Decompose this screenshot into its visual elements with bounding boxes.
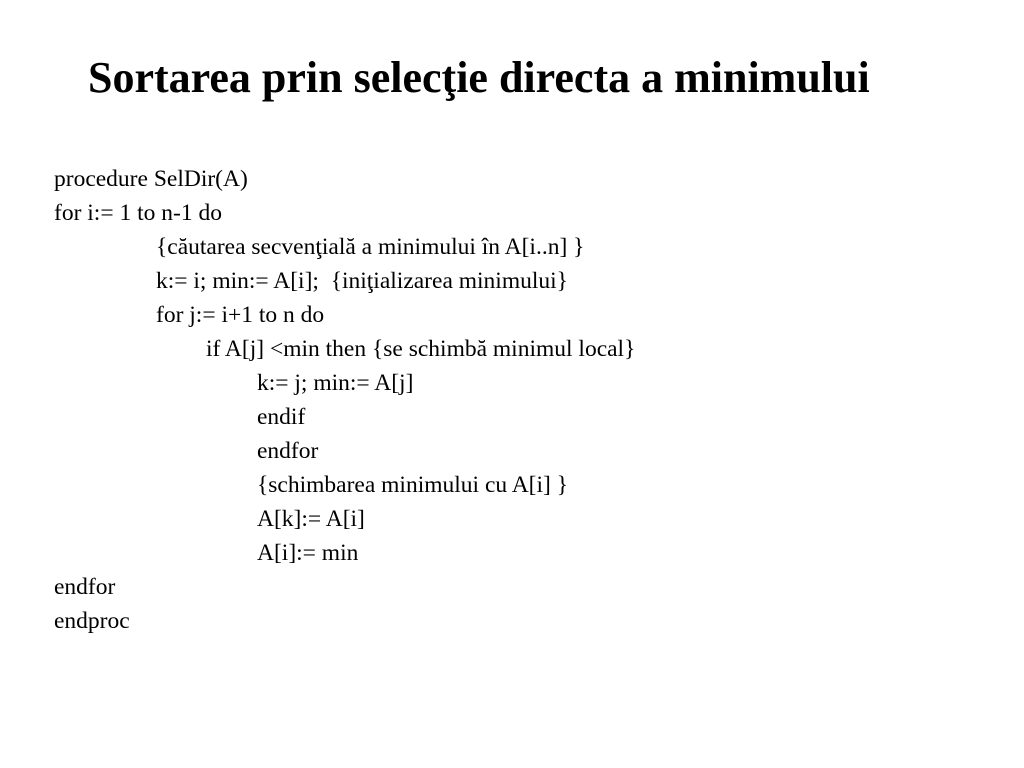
code-line: {căutarea secvenţială a minimului în A[i..n] } [156,234,585,260]
code-line: for i:= 1 to n-1 do [54,200,222,226]
code-line: for j:= i+1 to n do [156,302,325,328]
code-line: procedure SelDir(A) [54,166,248,192]
pseudocode-block [54,162,994,638]
code-line: A[k]:= A[i] [257,506,365,532]
code-line: k:= j; min:= A[j] [257,370,414,396]
code-line: endproc [54,608,130,634]
code-line: endfor [257,438,319,464]
code-line: {schimbarea minimului cu A[i] } [257,472,569,498]
code-line: endif [257,404,306,430]
code-line: A[i]:= min [257,540,359,566]
code-line: endfor [54,574,116,600]
code-line: k:= i; min:= A[i]; {iniţializarea minimului} [156,268,568,294]
slide-title: Sortarea prin selecţie directa a minimului [88,53,870,102]
code-line: if A[j] <min then {se schimbă minimul local} [206,336,636,362]
